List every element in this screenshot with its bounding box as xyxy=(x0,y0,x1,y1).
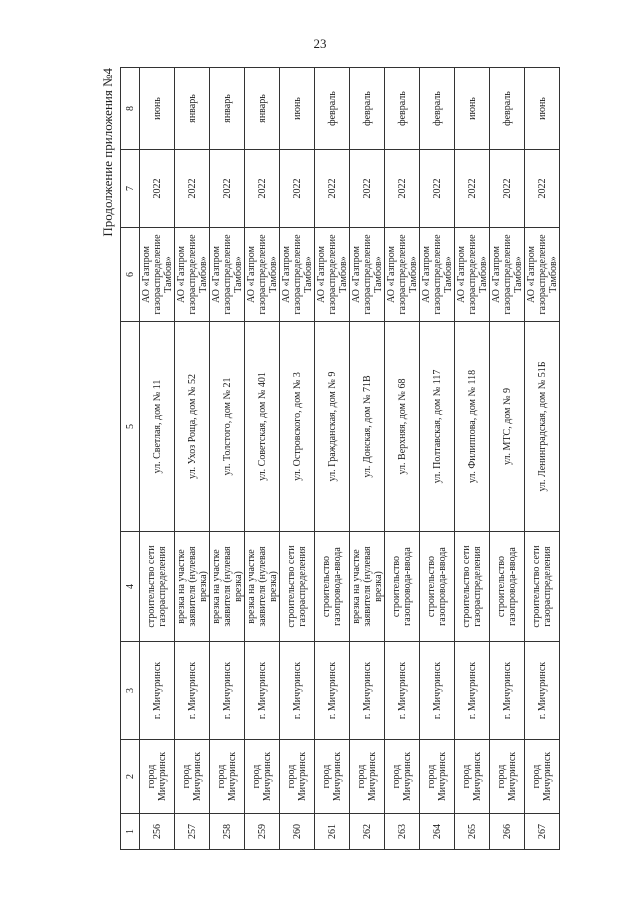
month-cell: январь xyxy=(245,68,280,150)
header-cell: 4 xyxy=(121,532,140,642)
organization-cell: АО «Газпром газораспределение Тамбов» xyxy=(140,228,175,322)
table-row xyxy=(525,68,560,850)
work-type-cell: строительство газопровода-ввода xyxy=(490,532,525,642)
year-cell: 2022 xyxy=(525,150,560,228)
address-cell: ул. Светлая, дом № 11 xyxy=(140,322,175,532)
month-cell: февраль xyxy=(350,68,385,150)
table-row xyxy=(350,68,385,850)
continuation-title: Продолжение приложения №4 xyxy=(100,68,115,237)
row-number-cell: 259 xyxy=(245,814,280,850)
organization-cell: АО «Газпром газораспределение Тамбов» xyxy=(175,228,210,322)
settlement-cell: г. Мичуринск xyxy=(245,642,280,740)
address-cell: ул. Полтавская, дом № 117 xyxy=(420,322,455,532)
municipality-cell: город Мичуринск xyxy=(210,740,245,814)
municipality-cell: город Мичуринск xyxy=(490,740,525,814)
month-cell: июнь xyxy=(140,68,175,150)
row-number-cell: 264 xyxy=(420,814,455,850)
address-cell: ул. Донская, дом № 71В xyxy=(350,322,385,532)
table-row xyxy=(315,68,350,850)
row-number-cell: 266 xyxy=(490,814,525,850)
municipality-cell: город Мичуринск xyxy=(420,740,455,814)
municipality-cell: город Мичуринск xyxy=(525,740,560,814)
month-cell: февраль xyxy=(315,68,350,150)
year-cell: 2022 xyxy=(245,150,280,228)
organization-cell: АО «Газпром газораспределение Тамбов» xyxy=(385,228,420,322)
work-type-cell: врезка на участке заявителя (нулевая врезка) xyxy=(210,532,245,642)
organization-cell: АО «Газпром газораспределение Тамбов» xyxy=(245,228,280,322)
organization-cell: АО «Газпром газораспределение Тамбов» xyxy=(420,228,455,322)
table-row xyxy=(210,68,245,850)
year-cell: 2022 xyxy=(280,150,315,228)
year-cell: 2022 xyxy=(175,150,210,228)
row-number-cell: 262 xyxy=(350,814,385,850)
organization-cell: АО «Газпром газораспределение Тамбов» xyxy=(315,228,350,322)
municipality-cell: город Мичуринск xyxy=(455,740,490,814)
row-number-cell: 261 xyxy=(315,814,350,850)
work-type-cell: врезка на участке заявителя (нулевая врезка) xyxy=(245,532,280,642)
address-cell: ул. Ленинградская, дом № 51Б xyxy=(525,322,560,532)
table-row xyxy=(175,68,210,850)
settlement-cell: г. Мичуринск xyxy=(385,642,420,740)
municipality-cell: город Мичуринск xyxy=(175,740,210,814)
settlement-cell: г. Мичуринск xyxy=(175,642,210,740)
municipality-cell: город Мичуринск xyxy=(140,740,175,814)
work-type-cell: врезка на участке заявителя (нулевая врезка) xyxy=(175,532,210,642)
settlement-cell: г. Мичуринск xyxy=(525,642,560,740)
gasification-table xyxy=(120,67,560,850)
municipality-cell: город Мичуринск xyxy=(245,740,280,814)
table-row xyxy=(490,68,525,850)
address-cell: ул. Советская, дом № 401 xyxy=(245,322,280,532)
organization-cell: АО «Газпром газораспределение Тамбов» xyxy=(280,228,315,322)
settlement-cell: г. Мичуринск xyxy=(455,642,490,740)
table-row xyxy=(385,68,420,850)
address-cell: ул. Верхняя, дом № 68 xyxy=(385,322,420,532)
work-type-cell: строительство сети газораспределения xyxy=(525,532,560,642)
row-number-cell: 258 xyxy=(210,814,245,850)
organization-cell: АО «Газпром газораспределение Тамбов» xyxy=(490,228,525,322)
year-cell: 2022 xyxy=(455,150,490,228)
settlement-cell: г. Мичуринск xyxy=(280,642,315,740)
row-number-cell: 263 xyxy=(385,814,420,850)
page-number: 23 xyxy=(313,36,327,51)
municipality-cell: город Мичуринск xyxy=(280,740,315,814)
year-cell: 2022 xyxy=(210,150,245,228)
header-cell: 6 xyxy=(121,228,140,322)
table-row xyxy=(455,68,490,850)
header-cell: 2 xyxy=(121,740,140,814)
year-cell: 2022 xyxy=(385,150,420,228)
month-cell: январь xyxy=(210,68,245,150)
month-cell: февраль xyxy=(420,68,455,150)
address-cell: ул. МТС, дом № 9 xyxy=(490,322,525,532)
table-row xyxy=(245,68,280,850)
header-cell: 5 xyxy=(121,322,140,532)
settlement-cell: г. Мичуринск xyxy=(420,642,455,740)
year-cell: 2022 xyxy=(420,150,455,228)
work-type-cell: врезка на участке заявителя (нулевая врезка) xyxy=(350,532,385,642)
table-row xyxy=(280,68,315,850)
work-type-cell: строительство газопровода-ввода xyxy=(315,532,350,642)
month-cell: февраль xyxy=(385,68,420,150)
rotated-sheet xyxy=(100,68,560,850)
municipality-cell: город Мичуринск xyxy=(350,740,385,814)
table-row xyxy=(140,68,175,850)
year-cell: 2022 xyxy=(350,150,385,228)
address-cell: ул. Гражданская, дом № 9 xyxy=(315,322,350,532)
month-cell: январь xyxy=(175,68,210,150)
work-type-cell: строительство газопровода-ввода xyxy=(420,532,455,642)
settlement-cell: г. Мичуринск xyxy=(210,642,245,740)
month-cell: июнь xyxy=(280,68,315,150)
year-cell: 2022 xyxy=(140,150,175,228)
address-cell: ул. Филиппова, дом № 118 xyxy=(455,322,490,532)
row-number-cell: 256 xyxy=(140,814,175,850)
month-cell: июнь xyxy=(455,68,490,150)
work-type-cell: строительство сети газораспределения xyxy=(140,532,175,642)
settlement-cell: г. Мичуринск xyxy=(315,642,350,740)
organization-cell: АО «Газпром газораспределение Тамбов» xyxy=(210,228,245,322)
header-cell: 3 xyxy=(121,642,140,740)
organization-cell: АО «Газпром газораспределение Тамбов» xyxy=(455,228,490,322)
header-cell: 8 xyxy=(121,68,140,150)
municipality-cell: город Мичуринск xyxy=(315,740,350,814)
organization-cell: АО «Газпром газораспределение Тамбов» xyxy=(525,228,560,322)
row-number-cell: 260 xyxy=(280,814,315,850)
row-number-cell: 265 xyxy=(455,814,490,850)
header-row xyxy=(121,68,140,850)
municipality-cell: город Мичуринск xyxy=(385,740,420,814)
month-cell: февраль xyxy=(490,68,525,150)
settlement-cell: г. Мичуринск xyxy=(140,642,175,740)
address-cell: ул. Ухоз Роща, дом № 52 xyxy=(175,322,210,532)
work-type-cell: строительство газопровода-ввода xyxy=(385,532,420,642)
settlement-cell: г. Мичуринск xyxy=(490,642,525,740)
header-cell: 7 xyxy=(121,150,140,228)
row-number-cell: 267 xyxy=(525,814,560,850)
row-number-cell: 257 xyxy=(175,814,210,850)
header-cell: 1 xyxy=(121,814,140,850)
table-row xyxy=(420,68,455,850)
year-cell: 2022 xyxy=(315,150,350,228)
work-type-cell: строительство сети газораспределения xyxy=(455,532,490,642)
settlement-cell: г. Мичуринск xyxy=(350,642,385,740)
address-cell: ул. Толстого, дом № 21 xyxy=(210,322,245,532)
month-cell: июнь xyxy=(525,68,560,150)
address-cell: ул. Островского, дом № 3 xyxy=(280,322,315,532)
table-body xyxy=(121,68,560,850)
work-type-cell: строительство сети газораспределения xyxy=(280,532,315,642)
organization-cell: АО «Газпром газораспределение Тамбов» xyxy=(350,228,385,322)
year-cell: 2022 xyxy=(490,150,525,228)
